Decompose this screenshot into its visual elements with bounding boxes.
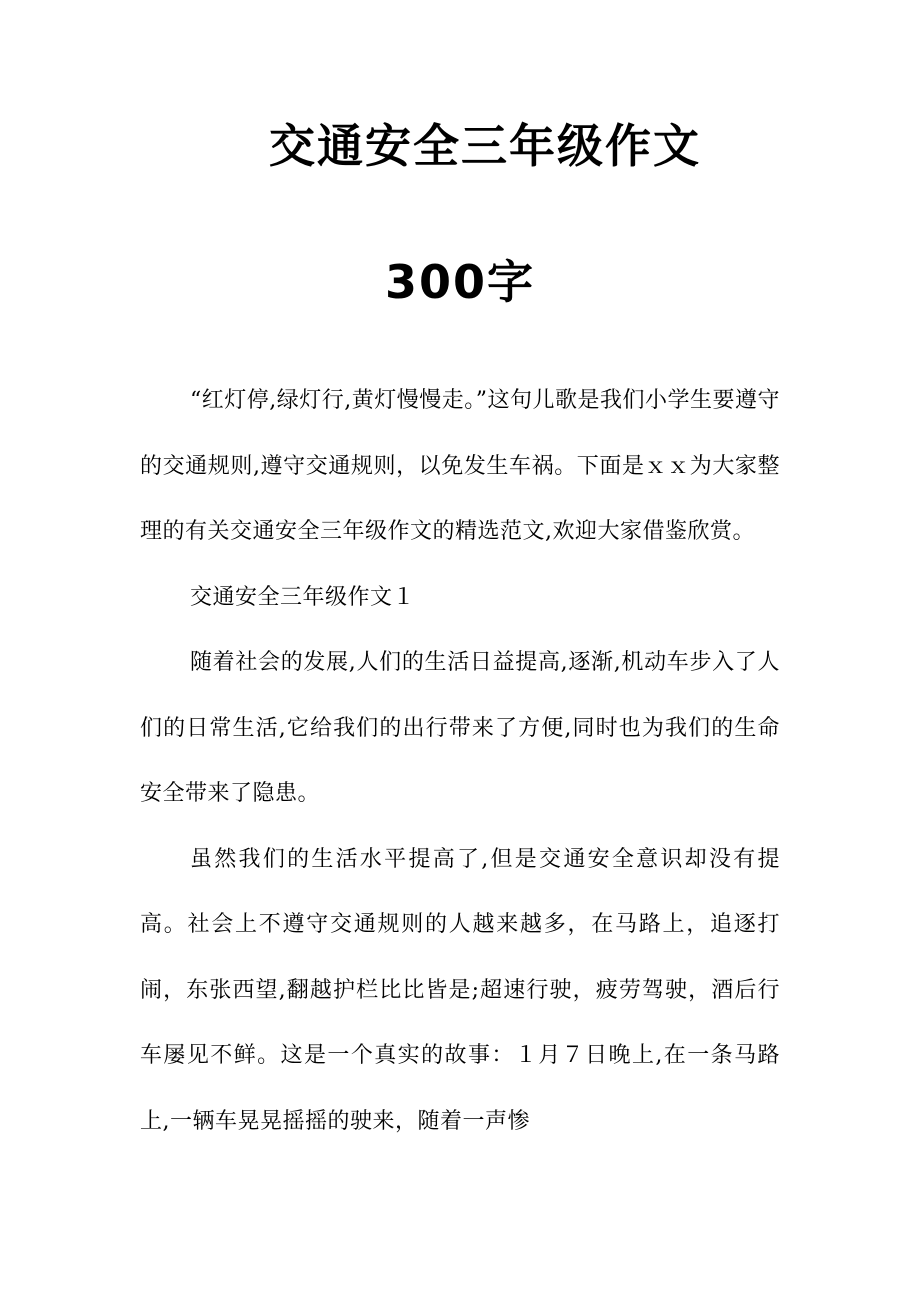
- section-heading: 交通安全三年级作文１: [190, 584, 416, 610]
- paragraph-1: 随着社会的发展,人们的生活日益提高,逐渐,机动车步入了人们的日常生活,它给我们的出行带来了方便,同时也为我们的生命安全带来了隐患。: [140, 650, 780, 806]
- paragraph-intro: “红灯停,绿灯行,黄灯慢慢走。”这句儿歌是我们小学生要遵守的交通规则,遵守交通规则，以免发生车祸。下面是ｘｘ为大家整理的有关交通安全三年级作文的精选范文,欢迎大家借鉴欣赏。: [140, 388, 780, 544]
- document-title-line-1: 交通安全三年级作文: [269, 119, 701, 173]
- document-title-line-2: 300字: [384, 255, 536, 309]
- paragraph-2: 虽然我们的生活水平提高了,但是交通安全意识却没有提高。社会上不遵守交通规则的人越来越多，在马路上，追逐打闹，东张西望,翻越护栏比比皆是;超速行驶，疲劳驾驶，酒后行车屡见不鲜。这是一个真实的故事：１月７日晚上,在一条马路上,一辆车晃晃摇摇的驶来，随着一声惨: [140, 846, 780, 1134]
- document-body: [140, 368, 780, 1154]
